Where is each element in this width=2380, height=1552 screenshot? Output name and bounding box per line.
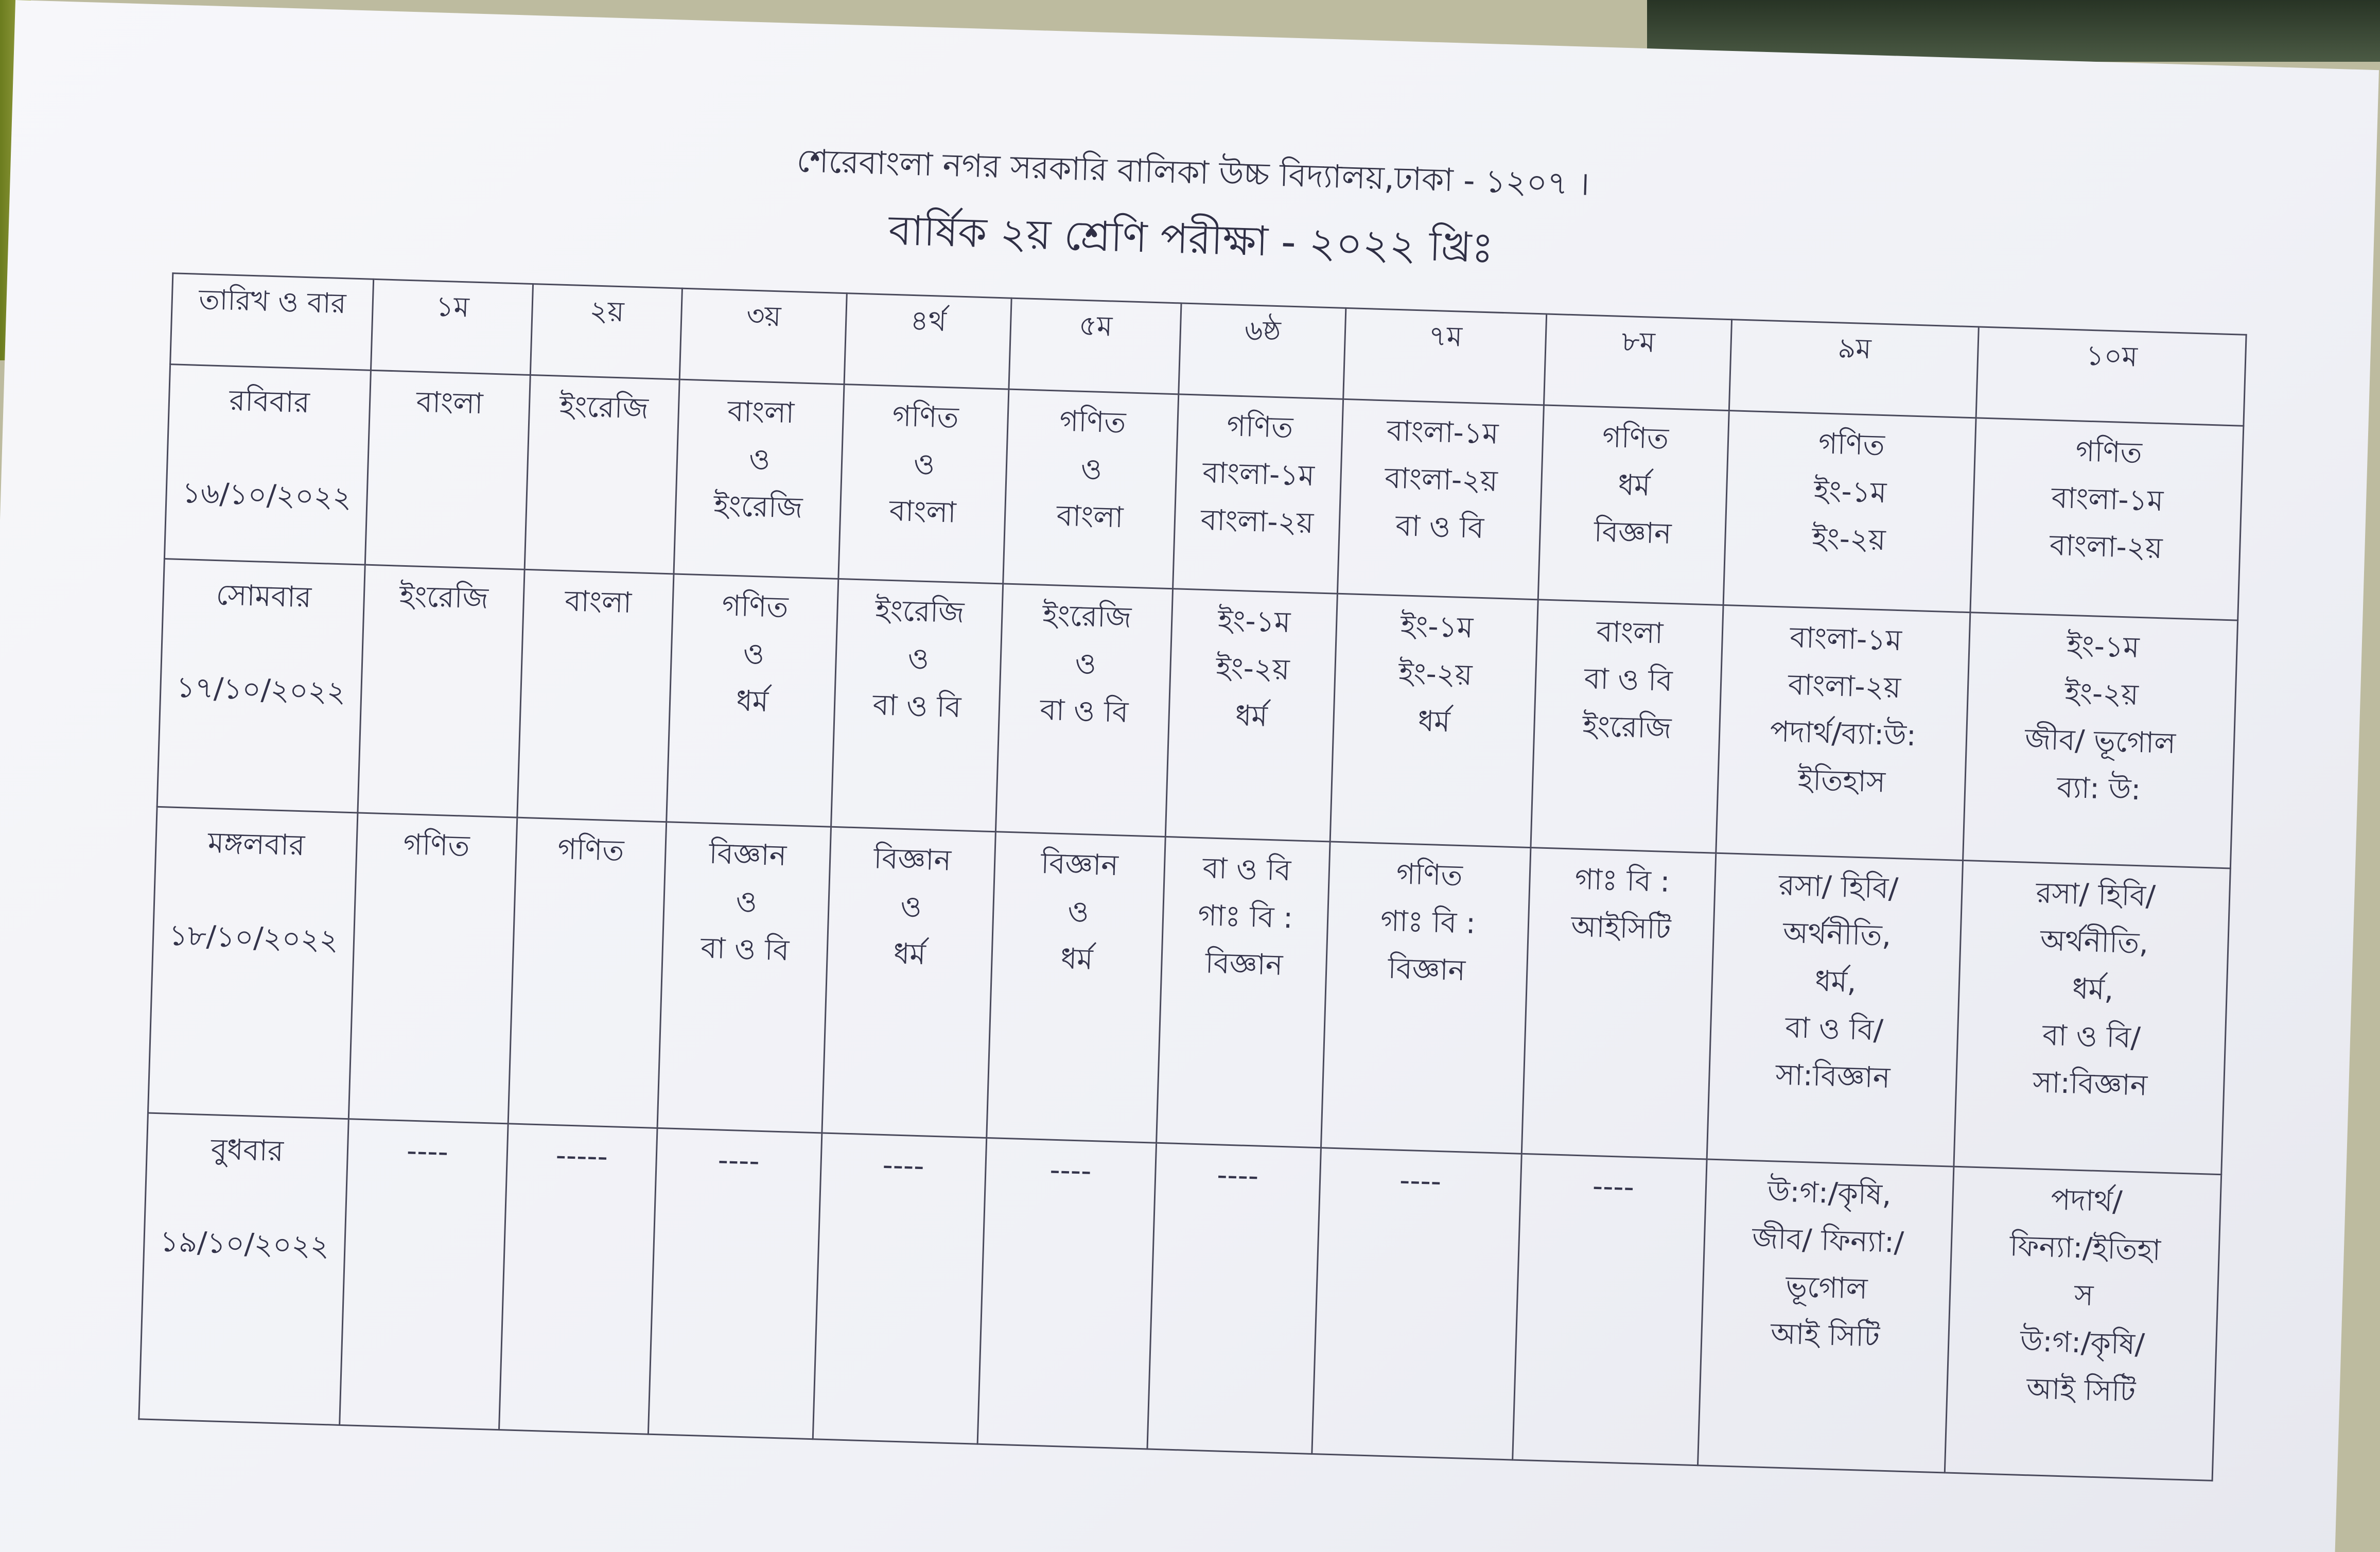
- subject-line: ----: [1049, 1153, 1092, 1189]
- subject-line: বা ও বি: [700, 931, 790, 968]
- subject-cell: [1716, 605, 1970, 861]
- subject-cell: [1003, 389, 1179, 588]
- subject-line: ইংরেজি: [399, 579, 489, 616]
- subject-line: ইং-২য়: [1215, 651, 1290, 687]
- subject-line: বিজ্ঞান: [1387, 952, 1466, 988]
- subject-line: বা ও বি/: [1784, 1010, 1884, 1048]
- subject-line: জীব/ ফিন্যা:/: [1752, 1222, 1904, 1260]
- subject-line: বা ও বি: [1395, 509, 1484, 546]
- subject-line: রসা/ হিবি/: [2035, 876, 2156, 914]
- class-header: ১ম: [371, 279, 533, 375]
- subject-line: ইংরেজি: [1042, 598, 1132, 635]
- subject-cell: [648, 1128, 822, 1439]
- subject-line: আই সিটি: [1770, 1317, 1880, 1354]
- subject-cell: [1954, 861, 2230, 1175]
- subject-line: গণিত: [891, 399, 959, 435]
- subject-line: ধর্ম: [1235, 699, 1268, 734]
- subject-line: বিজ্ঞান: [708, 836, 787, 873]
- subject-cell: [1970, 418, 2244, 620]
- subject-line: ইং-১ম: [1400, 608, 1474, 645]
- exam-date: ১৬/১০/২০২২: [181, 476, 352, 515]
- subject-cell: [1147, 1143, 1321, 1454]
- subject-line: বাংলা-১ম: [2051, 481, 2164, 518]
- subject-cell: [524, 375, 679, 573]
- subject-line: ----: [1399, 1163, 1442, 1199]
- subject-cell: [358, 565, 524, 818]
- subject-line: বাংলা: [727, 394, 795, 430]
- subject-line: ----: [406, 1134, 449, 1169]
- subject-line: ইংরেজি: [1582, 709, 1672, 745]
- subject-cell: [517, 569, 674, 822]
- subject-line: ইতিহাস: [1797, 762, 1886, 799]
- subject-line: ইং-২য়: [1811, 521, 1886, 557]
- subject-cell: [1538, 405, 1729, 605]
- subject-cell: [340, 1119, 509, 1430]
- subject-cell: [1723, 411, 1976, 613]
- class-header: ৪র্থ: [844, 293, 1011, 389]
- subject-line: বাংলা: [889, 494, 957, 530]
- class-header: ৫ম: [1009, 298, 1181, 394]
- subject-line: ----: [1216, 1158, 1259, 1193]
- subject-line: ইং-২য়: [1398, 656, 1473, 692]
- subject-line: বাংলা-২য়: [2049, 528, 2163, 566]
- subject-line: -----: [555, 1139, 608, 1174]
- day-name: বুধবার: [211, 1132, 284, 1169]
- subject-line: বিজ্ঞান: [1204, 946, 1284, 982]
- subject-line: গণিত: [1226, 409, 1294, 445]
- class-header: ৮ম: [1544, 314, 1731, 411]
- subject-cell: [667, 573, 838, 827]
- class-header: ৭ম: [1343, 308, 1547, 405]
- subject-line: ----: [717, 1143, 760, 1178]
- subject-line: বা ও বি: [872, 688, 962, 724]
- subject-line: সা:বিজ্ঞান: [2032, 1066, 2148, 1103]
- subject-line: ধর্ম: [1060, 942, 1094, 976]
- subject-line: ধর্ম,: [1814, 964, 1857, 999]
- subject-cell: [987, 832, 1166, 1143]
- subject-cell: [831, 579, 1003, 832]
- subject-cell: [1963, 612, 2238, 868]
- subject-cell: [1330, 594, 1538, 848]
- exam-schedule-table: [138, 272, 2247, 1481]
- subject-cell: [365, 370, 530, 569]
- subject-line: বা ও বি: [1584, 661, 1673, 698]
- date-day-cell: [164, 364, 371, 565]
- subject-line: বাংলা-১ম: [1202, 456, 1315, 493]
- subject-line: ইংরেজি: [874, 593, 965, 630]
- subject-line: ধর্ম: [1417, 704, 1451, 739]
- subject-cell: [838, 385, 1009, 584]
- subject-line: বাংলা: [415, 385, 484, 421]
- subject-line: অর্থনীতি,: [2040, 923, 2149, 961]
- subject-line: গণিত: [2075, 434, 2143, 470]
- date-day-cell: [157, 559, 365, 813]
- subject-line: গাঃ বি :: [1197, 899, 1293, 935]
- subject-line: ইং-১ম: [2066, 629, 2140, 665]
- day-name: রবিবার: [229, 383, 310, 420]
- subject-line: পদার্থ/: [2050, 1183, 2123, 1219]
- subject-line: ইংরেজি: [713, 489, 803, 525]
- subject-line: বা ও বি: [1202, 851, 1292, 888]
- subject-line: আইসিটি: [1570, 910, 1672, 947]
- subject-line: ও: [900, 890, 922, 925]
- schedule-body: [139, 364, 2244, 1481]
- subject-cell: [995, 583, 1172, 836]
- subject-line: ইং-১ম: [1217, 603, 1291, 639]
- subject-line: বাংলা-১ম: [1789, 620, 1902, 657]
- subject-cell: [1513, 1154, 1707, 1465]
- subject-cell: [674, 379, 844, 579]
- subject-line: রসা/ হিবি/: [1778, 868, 1899, 906]
- subject-line: উ:গ:/কৃষি/: [2020, 1324, 2145, 1362]
- subject-line: গাঃ বি :: [1574, 862, 1671, 899]
- subject-cell: [348, 813, 517, 1124]
- exam-date: ১৭/১০/২০২২: [176, 670, 346, 709]
- subject-cell: [1697, 1159, 1953, 1473]
- subject-line: বাংলা: [564, 584, 632, 620]
- subject-cell: [977, 1138, 1157, 1449]
- subject-cell: [499, 1124, 658, 1434]
- subject-line: আই সিটি: [2026, 1372, 2136, 1409]
- exam-title: বার্ষিক ২য় শ্রেণি পরীক্ষা - ২০২২ খ্রিঃ: [888, 206, 1495, 272]
- subject-line: ও: [735, 885, 758, 919]
- class-header: ৩য়: [679, 288, 847, 384]
- subject-line: ভূগোল: [1785, 1270, 1868, 1306]
- subject-line: ও: [748, 442, 771, 477]
- exam-date: ১৯/১০/২০২২: [159, 1225, 330, 1264]
- subject-cell: [1707, 853, 1963, 1166]
- subject-line: গণিত: [1059, 404, 1127, 440]
- subject-line: গণিত: [1818, 427, 1885, 463]
- class-header: ১০ম: [1976, 327, 2246, 426]
- subject-cell: [1521, 848, 1716, 1159]
- subject-line: বাংলা-২য়: [1788, 668, 1901, 705]
- subject-line: ধর্ম: [893, 937, 926, 972]
- class-header: ২য়: [530, 284, 682, 380]
- subject-cell: [1945, 1166, 2221, 1480]
- subject-cell: [1531, 599, 1723, 853]
- subject-line: গণিত: [557, 832, 625, 868]
- subject-line: বাংলা-১ম: [1386, 414, 1499, 451]
- subject-cell: [1321, 842, 1530, 1154]
- class-header: ৬ষ্ঠ: [1179, 303, 1346, 399]
- subject-line: ধর্ম,: [2072, 972, 2114, 1007]
- subject-line: গাঃ বি :: [1380, 904, 1476, 940]
- subject-line: ইং-২য়: [2064, 676, 2139, 712]
- subject-cell: [1337, 399, 1544, 599]
- subject-line: ধর্ম: [736, 684, 769, 719]
- subject-line: ও: [742, 637, 765, 671]
- subject-cell: [1173, 394, 1343, 594]
- date-day-cell: [139, 1113, 348, 1425]
- schedule-row: [148, 807, 2230, 1174]
- date-day-header: তারিখ ও বার: [170, 273, 374, 370]
- subject-cell: [813, 1133, 987, 1444]
- date-day-cell: [148, 807, 357, 1119]
- day-name: সোমবার: [215, 578, 312, 615]
- subject-line: উ:গ:/কৃষি,: [1766, 1175, 1892, 1212]
- subject-line: ও: [913, 447, 936, 482]
- subject-line: বা ও বি: [1039, 693, 1129, 729]
- subject-line: স: [2074, 1278, 2094, 1313]
- subject-cell: [1157, 837, 1331, 1148]
- subject-line: গণিত: [1602, 420, 1669, 456]
- subject-line: জীব/ ভূগোল: [2024, 722, 2176, 760]
- subject-line: ধর্ম: [1617, 468, 1651, 503]
- subject-cell: [1165, 588, 1337, 842]
- subject-line: ফিন্যা:/ইতিহা: [2009, 1229, 2161, 1267]
- subject-line: ও: [907, 641, 930, 676]
- subject-line: বাংলা: [1596, 615, 1664, 650]
- class-header: ৯ম: [1729, 320, 1979, 418]
- schedule-row: [139, 1113, 2221, 1480]
- subject-line: অর্থনীতি,: [1782, 916, 1892, 953]
- subject-line: বাংলা-২য়: [1200, 503, 1314, 540]
- subject-line: বিজ্ঞান: [1594, 515, 1672, 551]
- subject-line: ব্যা: উ:: [2056, 770, 2142, 807]
- subject-line: ----: [1592, 1169, 1635, 1205]
- subject-line: ও: [1080, 452, 1102, 487]
- subject-line: বিজ্ঞান: [1040, 846, 1119, 883]
- subject-line: বাংলা: [1056, 499, 1124, 535]
- subject-cell: [822, 827, 996, 1138]
- subject-line: ইংরেজি: [559, 389, 649, 426]
- subject-line: গণিত: [402, 828, 470, 863]
- subject-line: ও: [1074, 647, 1097, 681]
- school-title: শেরেবাংলা নগর সরকারি বালিকা উচ্চ বিদ্যালয়,ঢাকা - ১২০৭ ।: [796, 142, 1590, 203]
- exam-date: ১৮/১০/২০২২: [168, 918, 339, 957]
- day-name: মঙ্গলবার: [207, 826, 306, 863]
- subject-line: ----: [882, 1148, 925, 1183]
- subject-line: সা:বিজ্ঞান: [1775, 1058, 1891, 1095]
- subject-cell: [508, 817, 667, 1128]
- subject-line: বাংলা-২য়: [1384, 461, 1498, 498]
- subject-line: ও: [1067, 895, 1090, 929]
- subject-line: বিজ্ঞান: [873, 842, 952, 878]
- subject-line: গণিত: [721, 588, 789, 624]
- subject-line: গণিত: [1396, 857, 1463, 893]
- subject-line: বা ও বি/: [2042, 1018, 2141, 1055]
- subject-cell: [1312, 1148, 1521, 1460]
- subject-line: ইং-১ম: [1813, 474, 1887, 510]
- subject-cell: [657, 822, 831, 1133]
- subject-line: পদার্থ/ব্যা:উ:: [1769, 714, 1917, 753]
